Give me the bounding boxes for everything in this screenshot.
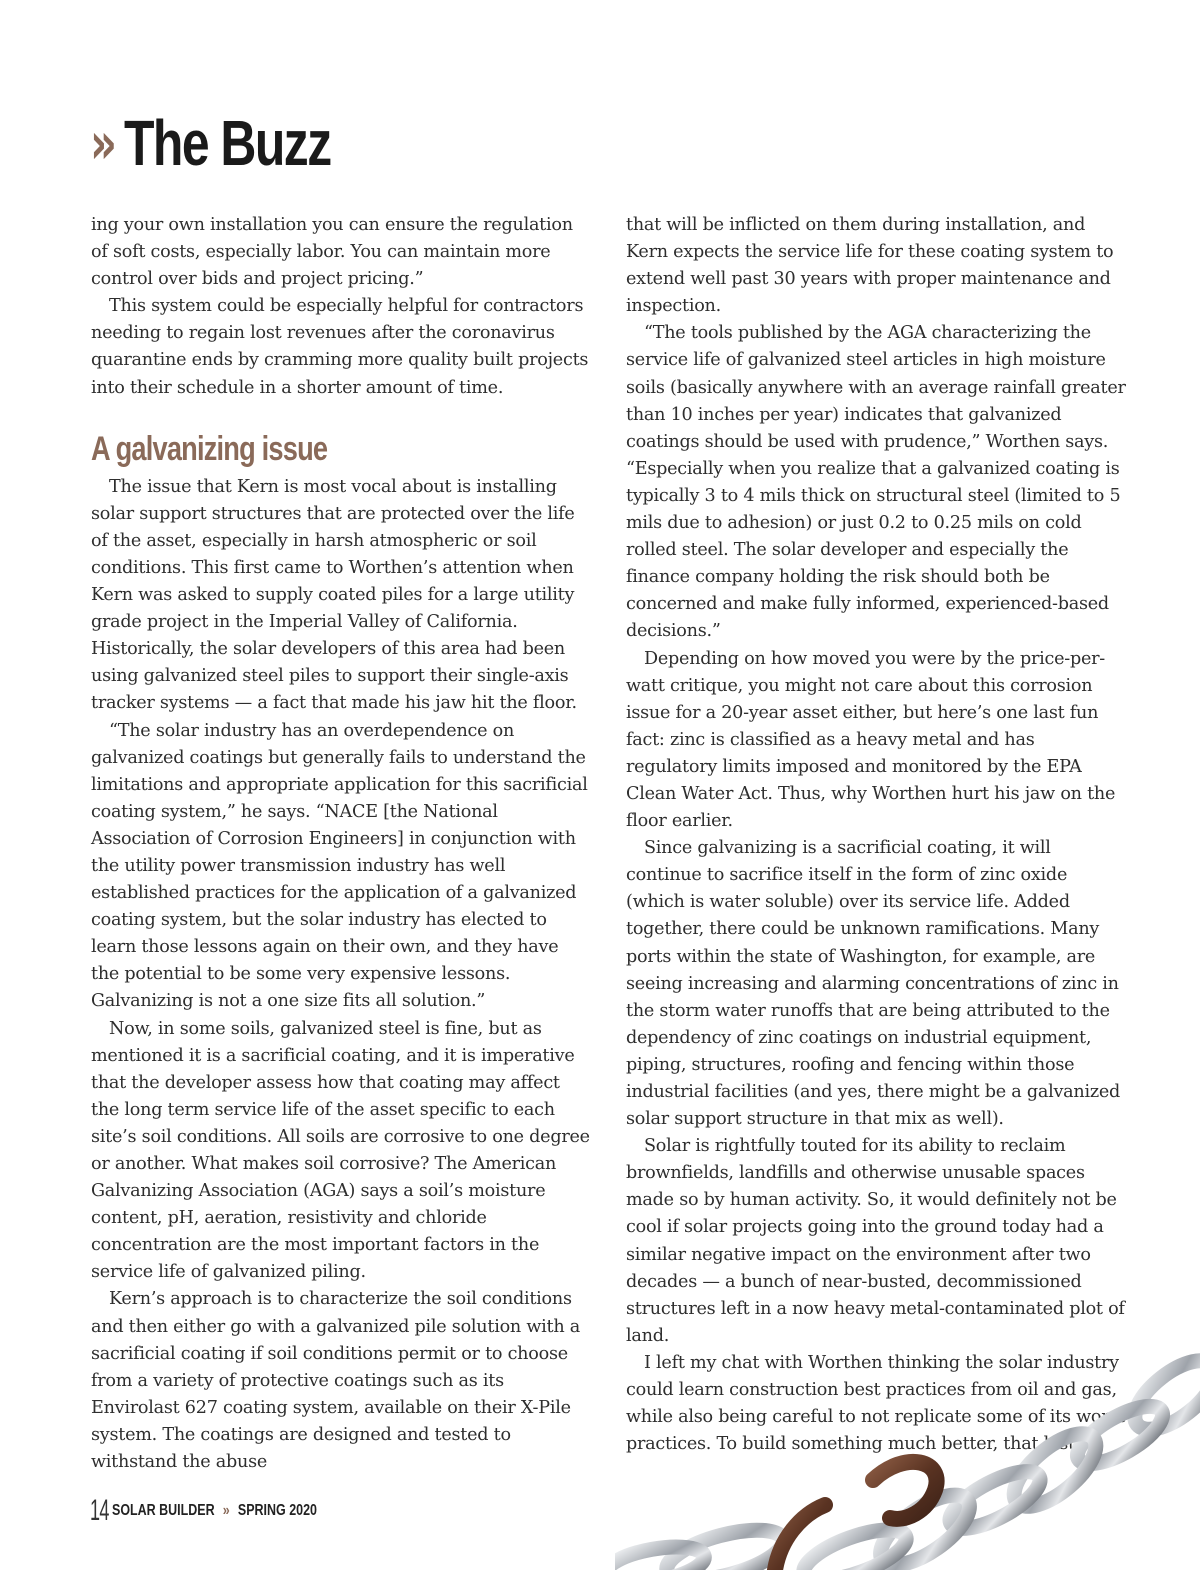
double-chevron-icon: » <box>90 109 113 177</box>
paragraph: Now, in some soils, galvanized steel is fine, but as mentioned it is a sacrificial coating, and it is imperative that the developer assess how that coating may affect the long term service life of the asset specific to each site’s soil conditions. All soils are corrosive to one degree or another. What makes soil corrosive? The American Galvanizing Association (AGA) says a soil’s moisture content, pH, aeration, resistivity and chloride concentration are the most important factors in the service life of galvanized piling. <box>91 1018 590 1283</box>
broken-chain-illustration <box>615 1340 1200 1570</box>
right-column <box>626 212 1126 1458</box>
paragraph: Depending on how moved you were by the price-per-watt critique, you might not care about this corrosion issue for a 20-year asset either, but here’s one last fun fact: zinc is classified as a heavy metal and has regulatory limits imposed and monitored by the EPA Clean Water Act. Thus, why Worthen hurt his jaw on the floor earlier. <box>626 648 1116 832</box>
section-title: The Buzz <box>123 107 331 179</box>
publication-line <box>112 1502 317 1520</box>
paragraph: “The tools published by the AGA characterizing the service life of galvanized steel articles in high moisture soils (basically anywhere with an average rainfall greater than 10 inches per year) indicates that galvanized coatings should be used with prudence,” Worthen says. “Especially when you realize that a galvanized coating is typically 3 to 4 mils thick on structural steel (limited to 5 mils due to adhesion) or just 0.2 to 0.25 mils on cold rolled steel. The solar developer and especially the finance company holding the risk should both be concerned and make fully informed, experienced-based decisions.” <box>626 323 1126 642</box>
paragraph: Kern’s approach is to characterize the soil conditions and then either go with a galvanized pile solution with a sacrificial coating if soil conditions permit or to choose from a variety of protective coatings such as its Envirolast 627 coating system, available on their X-Pile system. The coatings are designed and tested to withstand the abuse <box>91 1289 581 1473</box>
paragraph: Since galvanizing is a sacrificial coating, it will continue to sacrifice itself in the form of zinc oxide (which is water soluble) over its service life. Added together, there could be unknown ramifications. Many ports within the state of Washington, for example, are seeing increasing and alarming concentrations of zinc in the storm water runoffs that are being attributed to the dependency of zinc coatings on industrial equipment, piping, structures, roofing and fencing within those industrial facilities (and yes, there might be a galvanized solar support structure in that mix as well). <box>626 838 1121 1130</box>
paragraph: that will be inflicted on them during installation, and Kern expects the service life for these coating system to extend well past 30 years with proper maintenance and inspection. <box>626 215 1114 317</box>
separator-icon: » <box>222 1502 230 1519</box>
section-header <box>90 108 389 178</box>
subheading: A galvanizing issue <box>91 429 328 468</box>
paragraph: I left my chat with Worthen thinking the solar industry could learn construction best practices from oil and gas, while also being careful to not replicate some of its worst practices. To build something much better, that lasts. <box>626 1352 1126 1455</box>
left-column <box>91 212 591 1476</box>
page-number: 14 <box>90 1494 109 1527</box>
issue-date: SPRING 2020 <box>237 1502 317 1519</box>
paragraph: ing your own installation you can ensure the regulation of soft costs, especially labor. You can maintain more control over bids and project pricing.” <box>91 215 573 290</box>
paragraph: This system could be especially helpful for contractors needing to regain lost revenues after the coronavirus quarantine ends by cramming more quality built projects into their schedule in a shorter amount of time. <box>91 296 589 398</box>
publication-name: SOLAR BUILDER <box>112 1502 215 1519</box>
paragraph: “The solar industry has an overdependence on galvanized coatings but generally fails to understand the limitations and appropriate application for this sacrificial coating system,” he says. “NACE [the National Association of Corrosion Engineers] in conjunction with the utility power transmission industry has well established practices for the application of a galvanized coating system, but the solar industry has elected to learn those lessons again on their own, and they have the potential to be some very expensive lessons. Galvanizing is not a one size fits all solution.” <box>91 720 588 1012</box>
paragraph: The issue that Kern is most vocal about is installing solar support structures that are protected over the life of the asset, especially in harsh atmospheric or soil conditions. This first came to Worthen’s attention when Kern was asked to supply coated piles for a large utility grade project in the Imperial Valley of California. Historically, the solar developers of this area had been using galvanized steel piles to support their single-axis tracker systems — a fact that made his jaw hit the floor. <box>91 476 577 714</box>
paragraph: Solar is rightfully touted for its ability to reclaim brownfields, landfills and otherwise unusable spaces made so by human activity. So, it would definitely not be cool if solar projects going into the ground today had a similar negative impact on the environment after two decades — a bunch of near-busted, decommissioned structures left in a now heavy metal-contaminated plot of land. <box>626 1136 1125 1346</box>
page-footer <box>90 1494 375 1528</box>
